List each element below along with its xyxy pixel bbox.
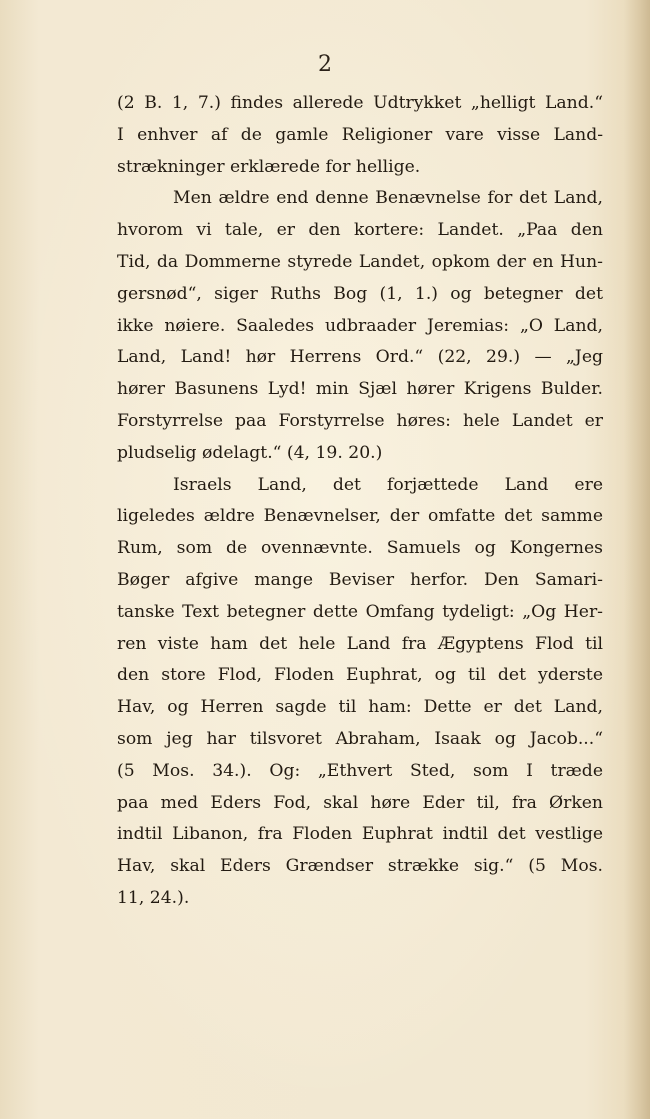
paragraph-2 [117, 183, 603, 469]
paragraph-1 [117, 88, 603, 183]
text-line: paa med Eders Fod, skal høre Eder til, fra Ørken [117, 792, 603, 813]
text-line: Hav, skal Eders Grændser strække sig.“ (5 Mos. [117, 856, 603, 877]
text-line: tanske Text betegner dette Omfang tydeligt: „Og Her- [117, 601, 603, 622]
text-line: ikke nøiere. Saaledes udbraader Jeremias: „O Land, [117, 315, 603, 336]
text-line: Tid, da Dommerne styrede Landet, opkom der en Hun- [117, 251, 603, 272]
text-line: ren viste ham det hele Land fra Ægyptens Flod til [117, 633, 603, 654]
text-line: indtil Libanon, fra Floden Euphrat indtil det vestlige [117, 824, 603, 845]
text-line: gersnød“, siger Ruths Bog (1, 1.) og betegner det [117, 283, 603, 304]
text-line: ligeledes ældre Benævnelser, der omfatte det samme [117, 506, 603, 527]
text-line: Land, Land! hør Herrens Ord.“ (22, 29.) — „Jeg [117, 347, 603, 368]
text-line: Israels Land, det forjættede Land ere [173, 474, 603, 495]
text-line: Rum, som de ovennævnte. Samuels og Kongernes [117, 538, 603, 559]
text-line: strækninger erklærede for hellige. [117, 156, 421, 177]
text-line: pludselig ødelagt.“ (4, 19. 20.) [117, 442, 383, 463]
text-line: I enhver af de gamle Religioner vare visse Land- [117, 124, 603, 145]
text-line: hører Basunens Lyd! min Sjæl hører Krigens Bulder. [117, 379, 603, 400]
text-line: Men ældre end denne Benævnelse for det Land, [173, 188, 603, 209]
text-line: (5 Mos. 34.). Og: „Ethvert Sted, som I træde [117, 760, 603, 781]
paragraph-3 [117, 470, 603, 915]
text-line: hvorom vi tale, er den kortere: Landet. „Paa den [117, 220, 603, 241]
page-edge-shadow [624, 0, 650, 1119]
body-text [117, 88, 603, 915]
text-line: som jeg har tilsvoret Abraham, Isaak og Jacob...“ [117, 728, 603, 749]
text-line: Bøger afgive mange Beviser herfor. Den Samari- [117, 569, 603, 590]
text-line: (2 B. 1, 7.) findes allerede Udtrykket „helligt Land.“ [117, 93, 603, 113]
page-number: 2 [318, 52, 332, 77]
text-line: den store Flod, Floden Euphrat, og til det yderste [117, 665, 603, 686]
text-line: 11, 24.). [117, 887, 190, 908]
text-line: Forstyrrelse paa Forstyrrelse høres: hele Landet er [117, 410, 603, 431]
text-line: Hav, og Herren sagde til ham: Dette er det Land, [117, 697, 603, 718]
